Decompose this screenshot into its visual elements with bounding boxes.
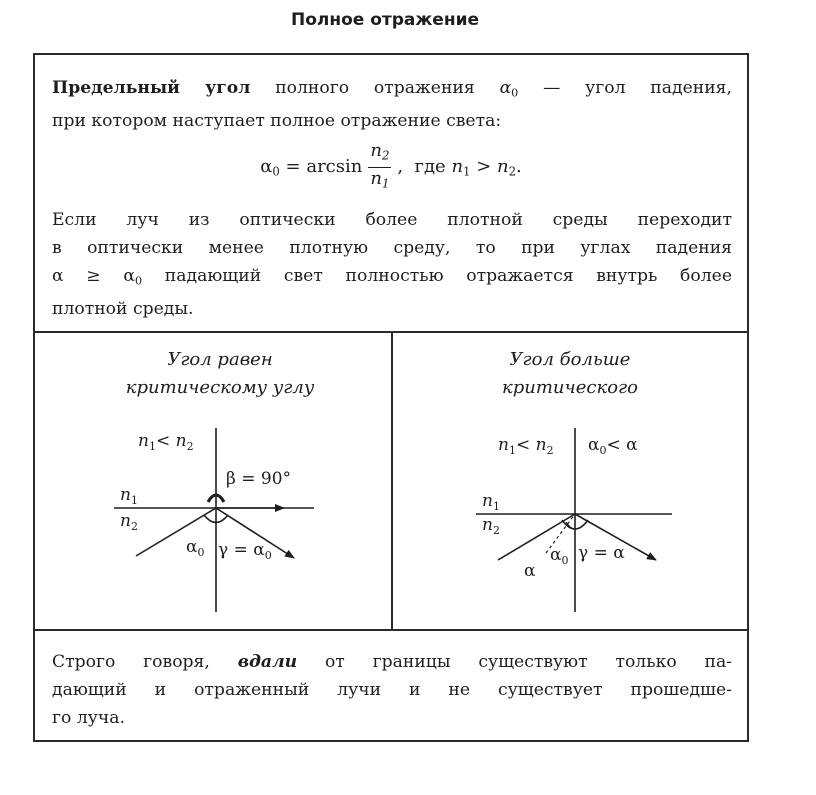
formula-n1: n	[451, 155, 464, 177]
fraction-numerator-sub: 2	[381, 148, 390, 163]
left-diagram	[100, 420, 330, 620]
right-panel-title	[400, 346, 740, 402]
explanation-alpha: α ≥ α	[52, 266, 135, 286]
alpha0-label: $\alpha_0$	[550, 545, 569, 567]
explanation-block	[52, 206, 732, 323]
alpha0-label: $\alpha_0$	[186, 537, 205, 559]
medium1-label: $n_1$	[482, 491, 500, 513]
medium2-label: $n_2$	[120, 511, 138, 533]
formula-arcsin: = arcsin	[279, 155, 363, 177]
left-panel-title-line2: критическому углу	[125, 377, 315, 398]
explanation-line: плотной среды.	[52, 299, 194, 320]
fraction-denominator-sub: 1	[381, 176, 390, 190]
note-line: го луча.	[52, 708, 125, 728]
medium2-label: $n_2$	[482, 515, 500, 537]
gamma-label: γ = α	[578, 543, 625, 563]
left-panel-title	[60, 346, 380, 402]
formula-alpha: α	[260, 155, 273, 177]
left-condition: $n_1< n_2$	[138, 431, 194, 453]
term-critical-angle: Предельный угол	[52, 78, 251, 98]
formula-gt: >	[470, 155, 497, 177]
page-title: Полное отражение	[290, 10, 480, 30]
gamma-label: $\gamma = \alpha_0$	[218, 540, 272, 562]
alpha-label: α	[524, 561, 536, 581]
left-panel-title-line1: Угол равен	[167, 349, 273, 370]
fraction-denominator: n	[370, 167, 382, 189]
note-line: дающий и отраженный лучи и не существует прошедше-	[52, 680, 732, 700]
formula	[0, 140, 782, 200]
right-panel-title-line1: Угол больше	[509, 349, 631, 370]
note-text: от границы существуют только па-	[297, 652, 732, 672]
right-condition: $n_1< n_2$	[498, 435, 554, 457]
explanation-line: в оптически менее плотную среду, то при углах падения	[52, 238, 732, 258]
definition-line: при котором наступает полное отражение света:	[52, 111, 502, 132]
formula-end: .	[516, 155, 522, 177]
formula-n1-sub: 1	[463, 164, 471, 179]
formula-n2: n	[497, 155, 509, 177]
medium1-label: $n_1$	[120, 485, 138, 507]
alpha-symbol: α	[499, 78, 512, 98]
formula-fraction	[368, 140, 391, 194]
right-panel-title-line2: критического	[502, 377, 638, 398]
fraction-numerator: n	[370, 140, 382, 161]
right-diagram	[460, 420, 690, 620]
explanation-line: падающий свет полностью отражается внутрь более	[142, 266, 732, 286]
formula-where: , где	[397, 155, 452, 177]
right-condition-alpha: $\alpha_0< \alpha$	[588, 435, 638, 457]
definition-text: — угол падения,	[518, 78, 732, 98]
formula-alpha-sub: 0	[272, 164, 280, 179]
explanation-alpha-sub: 0	[135, 274, 143, 288]
divider-vertical	[391, 333, 393, 631]
explanation-line: Если луч из оптически более плотной среды переходит	[52, 210, 732, 230]
note-block	[52, 648, 732, 732]
beta-label: β = 90°	[226, 469, 292, 489]
definition-block	[52, 74, 732, 135]
note-text: Строго говоря,	[52, 652, 238, 672]
definition-text: полного отражения	[250, 78, 500, 98]
alpha-subscript: 0	[511, 86, 519, 100]
note-emphasis: вдали	[237, 652, 298, 672]
formula-n2-sub: 2	[508, 164, 517, 179]
